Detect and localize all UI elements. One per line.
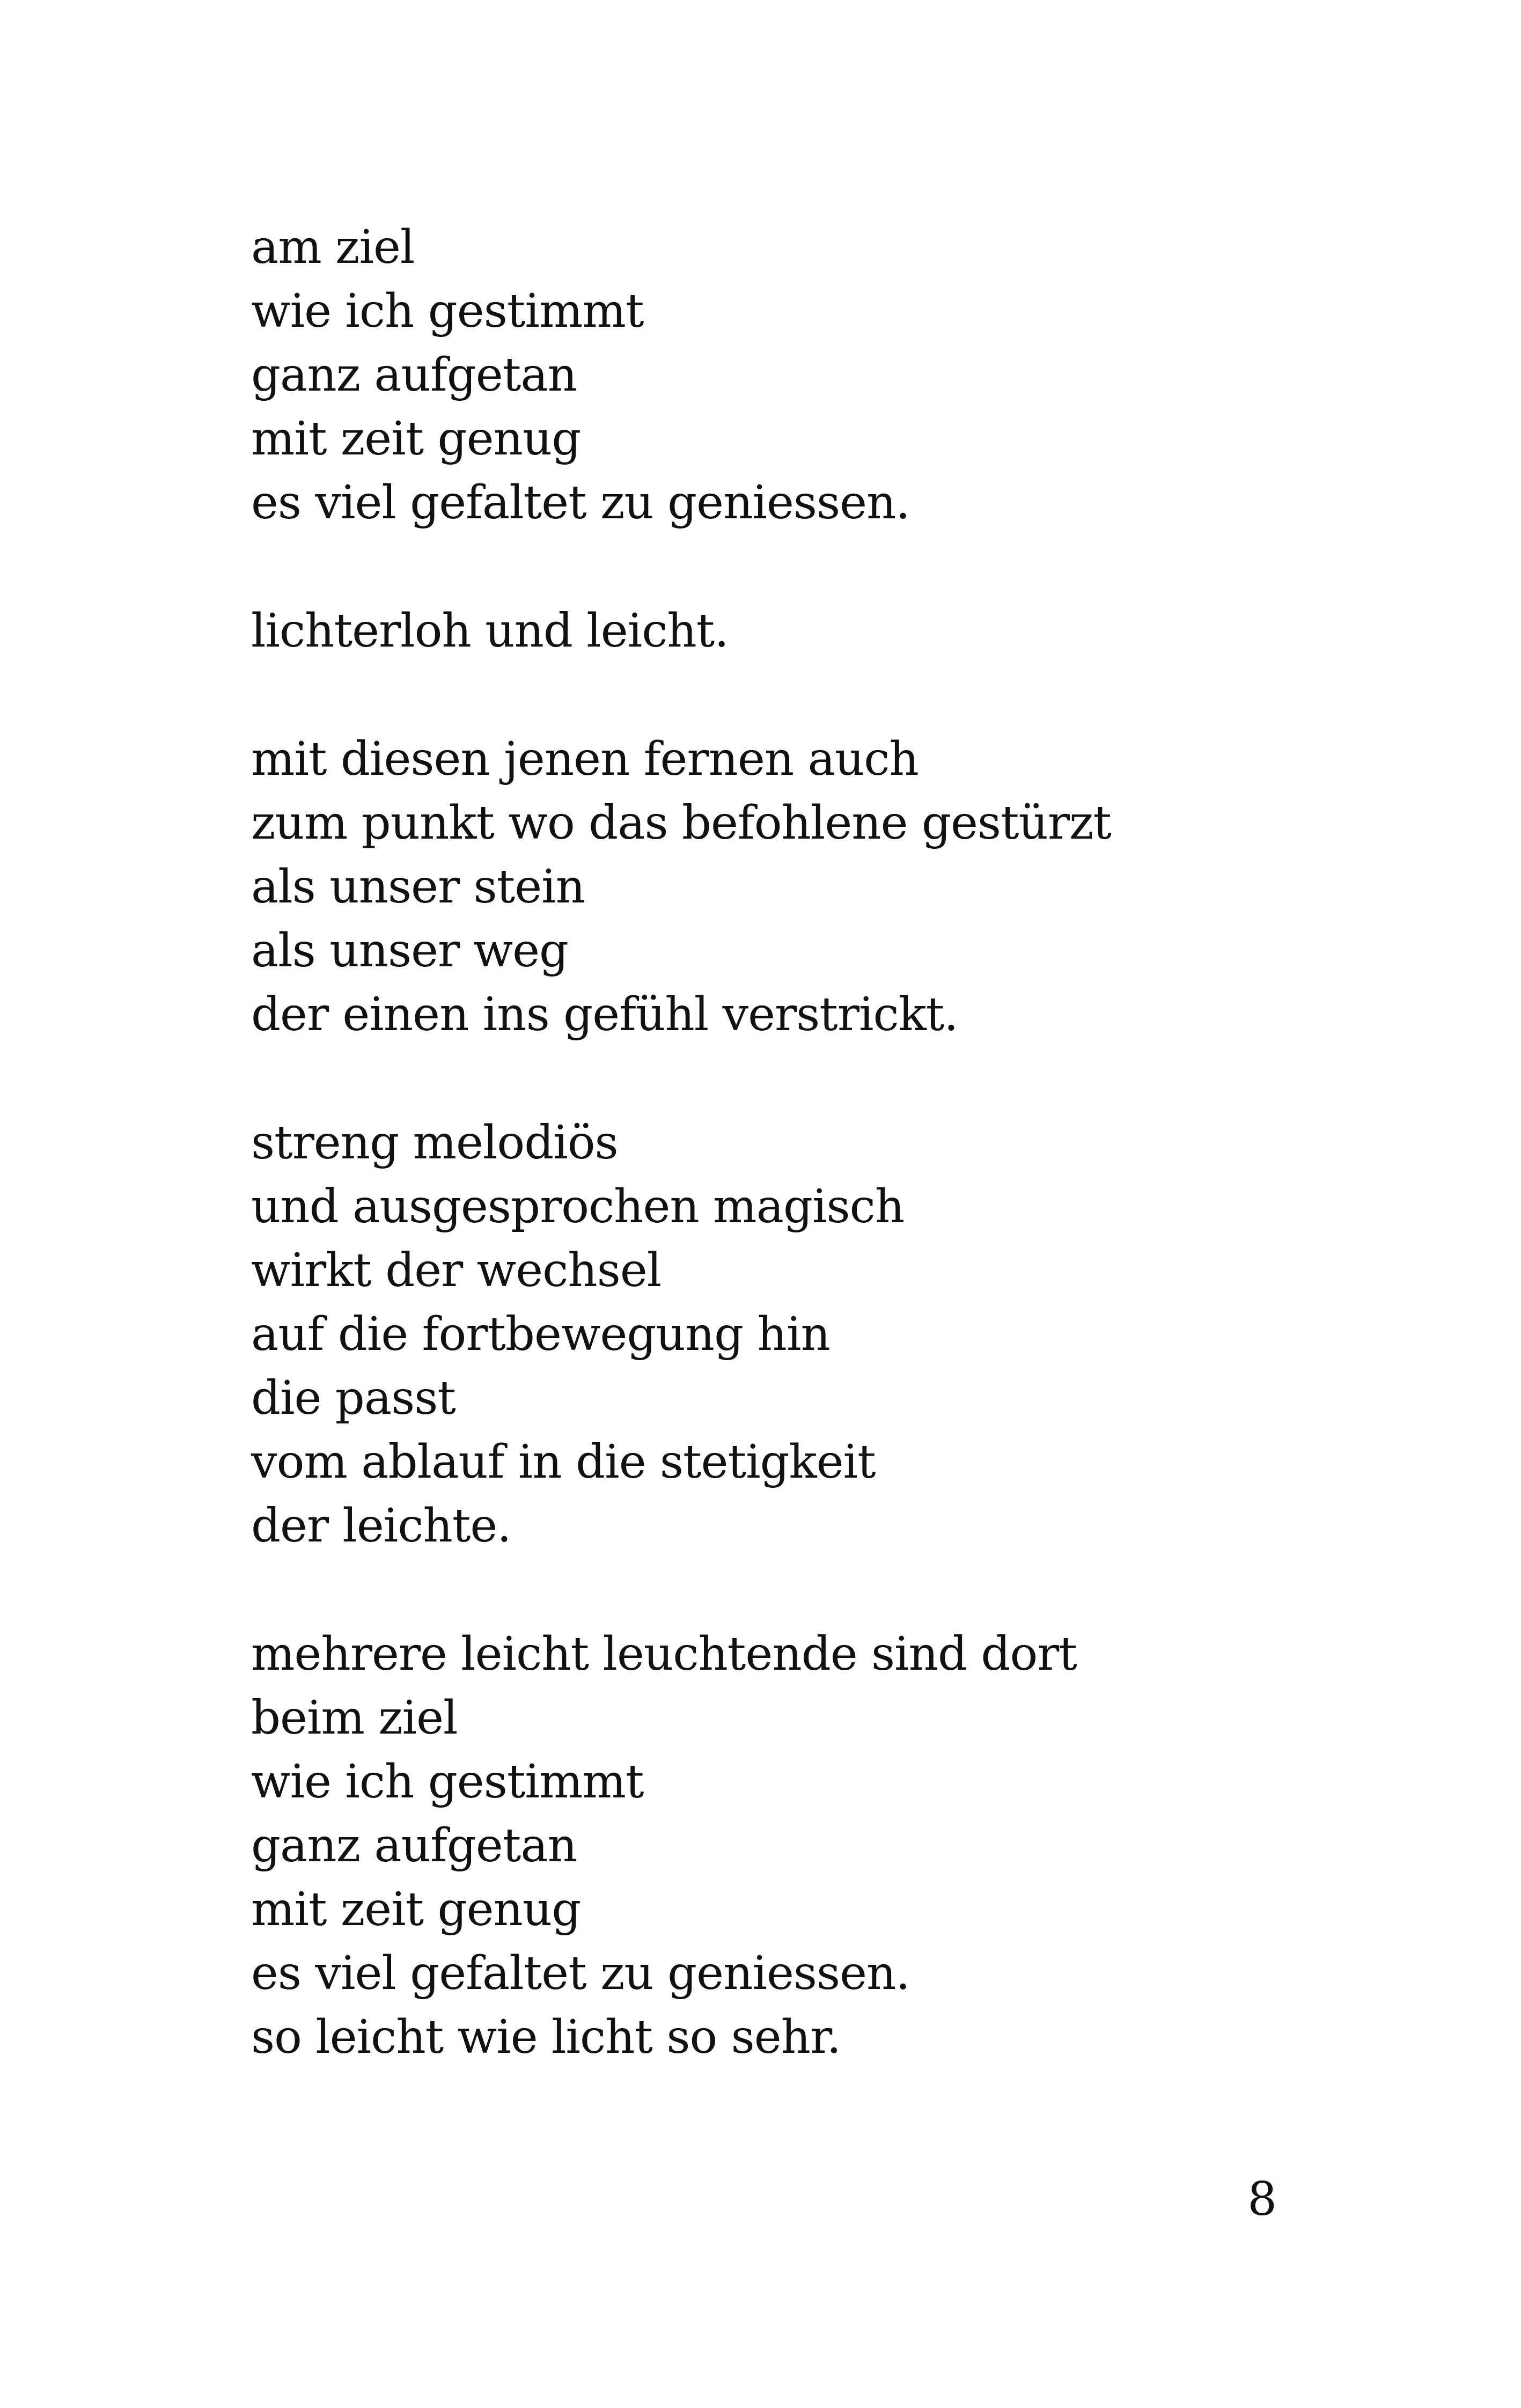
poem-line: der leichte. <box>251 1499 511 1553</box>
stanza-1 <box>251 216 1378 535</box>
poem-line: ganz aufgetan <box>251 348 577 402</box>
poem-line: mit diesen jenen fernen auch <box>251 732 919 786</box>
poem-line: ganz aufgetan <box>251 1819 577 1873</box>
poem-line: so leicht wie licht so sehr. <box>251 2010 841 2064</box>
poem-body <box>251 216 1378 2134</box>
poem-line: mit zeit genug <box>251 1883 581 1936</box>
page-number: 8 <box>1247 2172 1277 2226</box>
poem-line: es viel gefaltet zu geniessen. <box>251 1947 910 2000</box>
poem-line: die passt <box>251 1371 455 1425</box>
poem-line: wie ich gestimmt <box>251 1755 644 1809</box>
stanza-5 <box>251 1623 1378 2069</box>
stanza-2 <box>251 599 1378 663</box>
poem-line: zum punkt wo das befohlene gestürzt <box>251 796 1111 850</box>
poem-line: als unser stein <box>251 860 585 914</box>
poem-line: lichterloh und leicht. <box>251 604 729 658</box>
poem-line: vom ablauf in die stetigkeit <box>251 1435 876 1489</box>
poem-line: und ausgesprochen magisch <box>251 1180 905 1234</box>
poem-line: streng melodiös <box>251 1116 618 1170</box>
poem-line: der einen ins gefühl verstrickt. <box>251 988 958 1041</box>
poem-line: als unser weg <box>251 924 569 978</box>
poem-line: wirkt der wechsel <box>251 1244 662 1297</box>
stanza-4 <box>251 1111 1378 1558</box>
poem-line: am ziel <box>251 221 415 274</box>
stanza-3 <box>251 728 1378 1047</box>
poem-line: auf die fortbewegung hin <box>251 1308 830 1361</box>
poem-line: beim ziel <box>251 1691 458 1745</box>
poem-line: mit zeit genug <box>251 412 581 466</box>
poem-line: es viel gefaltet zu geniessen. <box>251 476 910 530</box>
poem-line: wie ich gestimmt <box>251 284 644 338</box>
poem-line: mehrere leicht leuchtende sind dort <box>251 1627 1077 1681</box>
